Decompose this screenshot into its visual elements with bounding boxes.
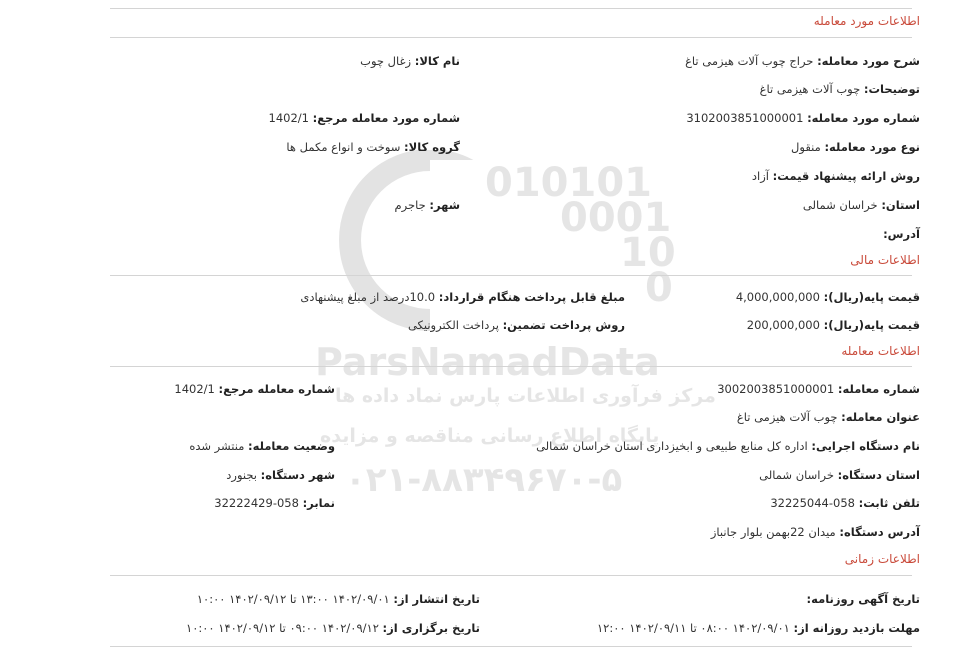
watermark-digits-2: 0001 — [560, 195, 672, 241]
deal-notes: توضیحات: چوب آلات هیزمی تاغ — [759, 82, 920, 96]
transaction-title: عنوان معامله: چوب آلات هیزمی تاغ — [736, 410, 920, 424]
deal-city: شهر: جاجرم — [394, 198, 460, 212]
divider — [110, 366, 912, 367]
transaction-status: وضعیت معامله: منتشر شده — [189, 439, 335, 453]
bottom-divider — [110, 646, 912, 647]
transaction-fax: نمابر: 058-32222429 — [214, 496, 335, 510]
deal-ref-number: شماره مورد معامله مرجع: 1402/1 — [268, 111, 460, 125]
section-financial-heading: اطلاعات مالی — [850, 253, 920, 267]
watermark-line2: پایگاه اطلاع رسانی مناقصه و مزایده — [320, 425, 660, 447]
watermark-brand: ParsNamadData — [315, 340, 660, 384]
deal-number: شماره مورد معامله: 3102003851000001 — [686, 111, 920, 125]
time-visit: مهلت بازدید روزانه از: ۱۴۰۲/۰۹/۰۱ ۰۸:۰۰ تا ۱۴۰۲/۰۹/۱۱ ۱۲:۰۰ — [596, 621, 920, 635]
divider — [110, 275, 912, 276]
top-divider — [110, 8, 912, 9]
watermark-digits-4: 0 — [645, 265, 673, 311]
time-newspaper: تاریخ آگهی روزنامه: — [806, 592, 920, 606]
financial-base-price-2: قیمت پایه(ریال): 200,000,000 — [746, 318, 920, 332]
transaction-agency-city: شهر دستگاه: بجنورد — [226, 468, 335, 482]
section-deal-info-heading: اطلاعات مورد معامله — [813, 14, 920, 28]
transaction-phone: تلفن ثابت: 058-32225044 — [770, 496, 920, 510]
watermark-digits-1: 010101 — [485, 160, 652, 206]
deal-goods-group: گروه کالا: سوخت و انواع مکمل ها — [286, 140, 460, 154]
deal-province: استان: خراسان شمالی — [802, 198, 920, 212]
watermark-line1: مرکز فرآوری اطلاعات پارس نماد داده ها — [335, 385, 716, 407]
deal-type: نوع مورد معامله: منقول — [791, 140, 920, 154]
section-transaction-heading: اطلاعات معامله — [841, 344, 920, 358]
deal-item-name: نام کالا: زغال چوب — [360, 54, 460, 68]
deal-address: آدرس: — [883, 227, 920, 241]
transaction-agency-province: استان دستگاه: خراسان شمالی — [759, 468, 920, 482]
section-time-heading: اطلاعات زمانی — [844, 552, 920, 566]
divider — [110, 37, 912, 38]
transaction-agency-address: آدرس دستگاه: میدان 22بهمن بلوار جانباز — [710, 525, 920, 539]
time-publish: تاریخ انتشار از: ۱۴۰۲/۰۹/۰۱ ۱۳:۰۰ تا ۱۴۰۲/۰۹/۱۲ ۱۰:۰۰ — [196, 592, 480, 606]
financial-guarantee: روش پرداخت تضمین: پرداخت الکترونیکی — [407, 318, 625, 332]
deal-description: شرح مورد معامله: حراج چوب آلات هیزمی تاغ — [685, 54, 920, 68]
financial-contract-pay: مبلغ قابل پرداخت هنگام قرارداد: 10.0درصد از مبلغ پیشنهادی — [300, 290, 625, 304]
divider — [110, 575, 912, 576]
transaction-number: شماره معامله: 3002003851000001 — [717, 382, 920, 396]
watermark-digits-3: 10 — [620, 230, 676, 276]
time-hold: تاریخ برگزاری از: ۱۴۰۲/۰۹/۱۲ ۰۹:۰۰ تا ۱۴۰۲/۰۹/۱۲ ۱۰:۰۰ — [186, 621, 480, 635]
deal-offer-method: روش ارائه پیشنهاد قیمت: آزاد — [751, 169, 920, 183]
transaction-ref-number: شماره معامله مرجع: 1402/1 — [174, 382, 335, 396]
financial-base-price-1: قیمت پایه(ریال): 4,000,000,000 — [735, 290, 920, 304]
watermark-phone: ۰۲۱-۸۸۳۴۹۶۷۰-۵ — [345, 460, 623, 500]
transaction-agency: نام دستگاه اجرایی: اداره کل منابع طبیعی و ابخیزداری استان خراسان شمالی — [536, 439, 920, 453]
